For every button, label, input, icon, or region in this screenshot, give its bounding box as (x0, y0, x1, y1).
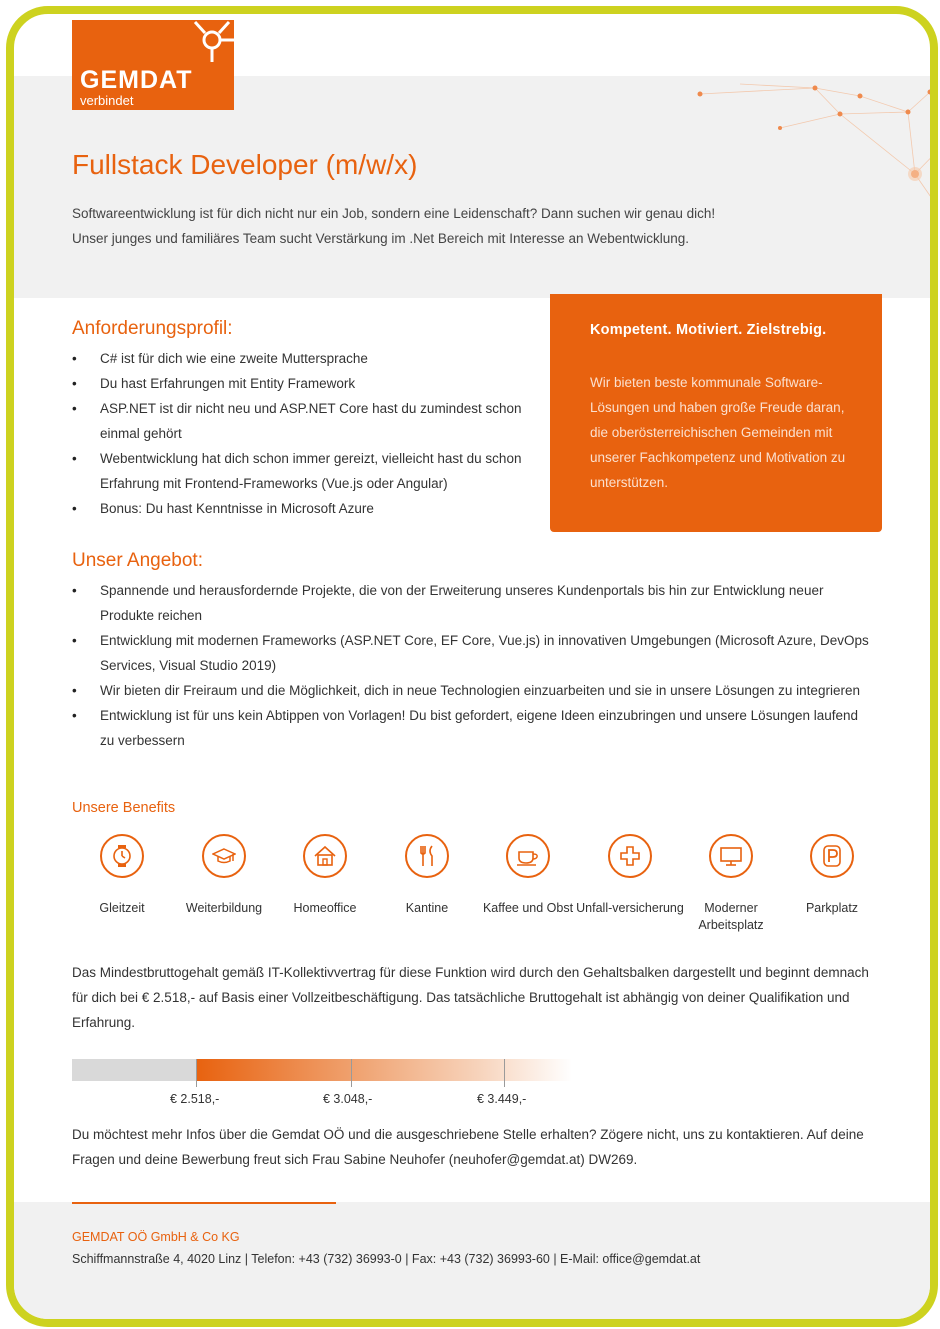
promo-text: Wir bieten beste kommunale Software-Lösungen und haben große Freude daran, die oberösterreichischen Gemeinden mit unserer Fachkompetenz und Motivation zu unterstützen. (590, 375, 846, 490)
salary-text: Das Mindestbruttogehalt gemäß IT-Kollektivvertrag für diese Funktion wird durch den Gehaltsbalken dargestellt und beginnt demnach für dich bei € 2.518,- auf Basis einer Vollzeitbeschäftigung. Das tatsächliche Bruttogehalt ist abhängig von deiner Qualifikation und Erfahrung. (72, 965, 869, 1030)
clock-icon (110, 844, 134, 868)
list-item: • Spannende und herausfordernde Projekte, die von der Erweiterung unseres Kundenportals bis hin zur Entwicklung neuer Produkte reichen (72, 578, 872, 628)
list-item: • Webentwicklung hat dich schon immer gereizt, vielleicht hast du schon Erfahrung mit Frontend-Frameworks (Vue.js oder Angular) (72, 446, 550, 496)
list-item: • ASP.NET ist dir nicht neu und ASP.NET Core hast du zumindest schon einmal gehört (72, 396, 550, 446)
list-item: • Wir bieten dir Freiraum und die Möglichkeit, dich in neue Technologien einzuarbeiten und sie in unsere Lösungen zu integrieren (72, 678, 872, 703)
salary-tick-label: € 2.518,- (170, 1092, 220, 1106)
cutlery-icon (415, 844, 439, 868)
benefit-homeoffice (270, 834, 380, 917)
benefits-heading: Unsere Benefits (72, 800, 176, 816)
page-frame (6, 6, 938, 1327)
salary-tick (504, 1059, 505, 1087)
offer-heading: Unser Angebot: (72, 550, 203, 571)
list-item: • C# ist für dich wie eine zweite Muttersprache (72, 346, 550, 371)
salary-tick-label: € 3.449,- (477, 1092, 527, 1106)
footer-company: GEMDAT OÖ GmbH & Co KG (72, 1230, 240, 1244)
intro-text (72, 201, 872, 251)
contact-text: Du möchtest mehr Infos über die Gemdat OÖ und die ausgeschriebene Stelle erhalten? Zögere nicht, uns zu kontaktieren. Auf deine Fragen und deine Bewerbung freut sich Frau Sabine Neuhofer (neuhofer@gemdat.at) DW269. (72, 1127, 864, 1167)
requirements-heading: Anforderungsprofil: (72, 318, 233, 339)
benefit-label: Parkplatz (805, 901, 859, 915)
logo-wordmark: GEMDAT (80, 66, 193, 94)
salary-tick (351, 1059, 352, 1087)
benefit-label: Moderner Arbeitsplatz (698, 901, 764, 932)
salary-tick-label: € 3.048,- (323, 1092, 373, 1106)
list-item: • Bonus: Du hast Kenntnisse in Microsoft Azure (72, 496, 550, 521)
promo-heading: Kompetent. Motiviert. Zielstrebig. (590, 322, 827, 338)
promo-box (550, 294, 882, 532)
benefit-gleitzeit (67, 834, 177, 917)
monitor-icon (719, 844, 743, 868)
benefit-label: Weiterbildung (185, 901, 263, 915)
graduation-cap-icon (212, 844, 236, 868)
list-item: • Entwicklung mit modernen Frameworks (ASP.NET Core, EF Core, Vue.js) in innovativen Umgebungen (Microsoft Azure, DevOps Services, Visual Studio 2019) (72, 628, 872, 678)
medical-cross-icon (618, 844, 642, 868)
benefit-kaffee (473, 834, 583, 917)
footer (14, 1202, 930, 1327)
benefit-label: Unfall-versicherung (576, 901, 684, 915)
benefit-label: Kantine (405, 901, 449, 915)
benefit-label: Kaffee und Obst (482, 901, 574, 915)
intro-line: Unser junges und familiäres Team sucht Verstärkung im .Net Bereich mit Interesse an Webentwicklung. (72, 231, 690, 246)
salary-bar (72, 1059, 572, 1081)
logo-tagline: verbindet (80, 93, 134, 108)
list-item: • Entwicklung ist für uns kein Abtippen von Vorlagen! Du bist gefordert, eigene Ideen einzubringen und unsere Lösungen laufend zu verbessern (72, 703, 872, 753)
benefit-unfallversicherung (575, 834, 685, 917)
coffee-cup-icon (516, 844, 540, 868)
salary-bar-range (196, 1059, 572, 1081)
benefit-label: Gleitzeit (99, 901, 145, 915)
offer-list (72, 578, 872, 753)
benefit-label: Homeoffice (293, 901, 357, 915)
network-decoration (630, 76, 930, 216)
benefit-parkplatz (777, 834, 887, 917)
benefit-arbeitsplatz (676, 834, 786, 934)
parking-icon (820, 844, 844, 868)
benefit-weiterbildung (169, 834, 279, 917)
footer-address: Schiffmannstraße 4, 4020 Linz | Telefon: +43 (732) 36993-0 | Fax: +43 (732) 36993-60 | E-Mail: office@gemdat.at (72, 1252, 701, 1266)
list-item: • Du hast Erfahrungen mit Entity Framework (72, 371, 550, 396)
page-title: Fullstack Developer (m/w/x) (72, 149, 418, 180)
salary-bar-base (72, 1059, 196, 1081)
logo-compass-icon (190, 20, 234, 62)
intro-line: Softwareentwicklung ist für dich nicht nur ein Job, sondern eine Leidenschaft? Dann suchen wir genau dich! (72, 206, 716, 221)
requirements-list (72, 346, 550, 521)
footer-divider (72, 1202, 336, 1204)
salary-tick (196, 1059, 197, 1087)
benefit-kantine (372, 834, 482, 917)
house-icon (313, 844, 337, 868)
gemdat-logo (72, 20, 234, 110)
